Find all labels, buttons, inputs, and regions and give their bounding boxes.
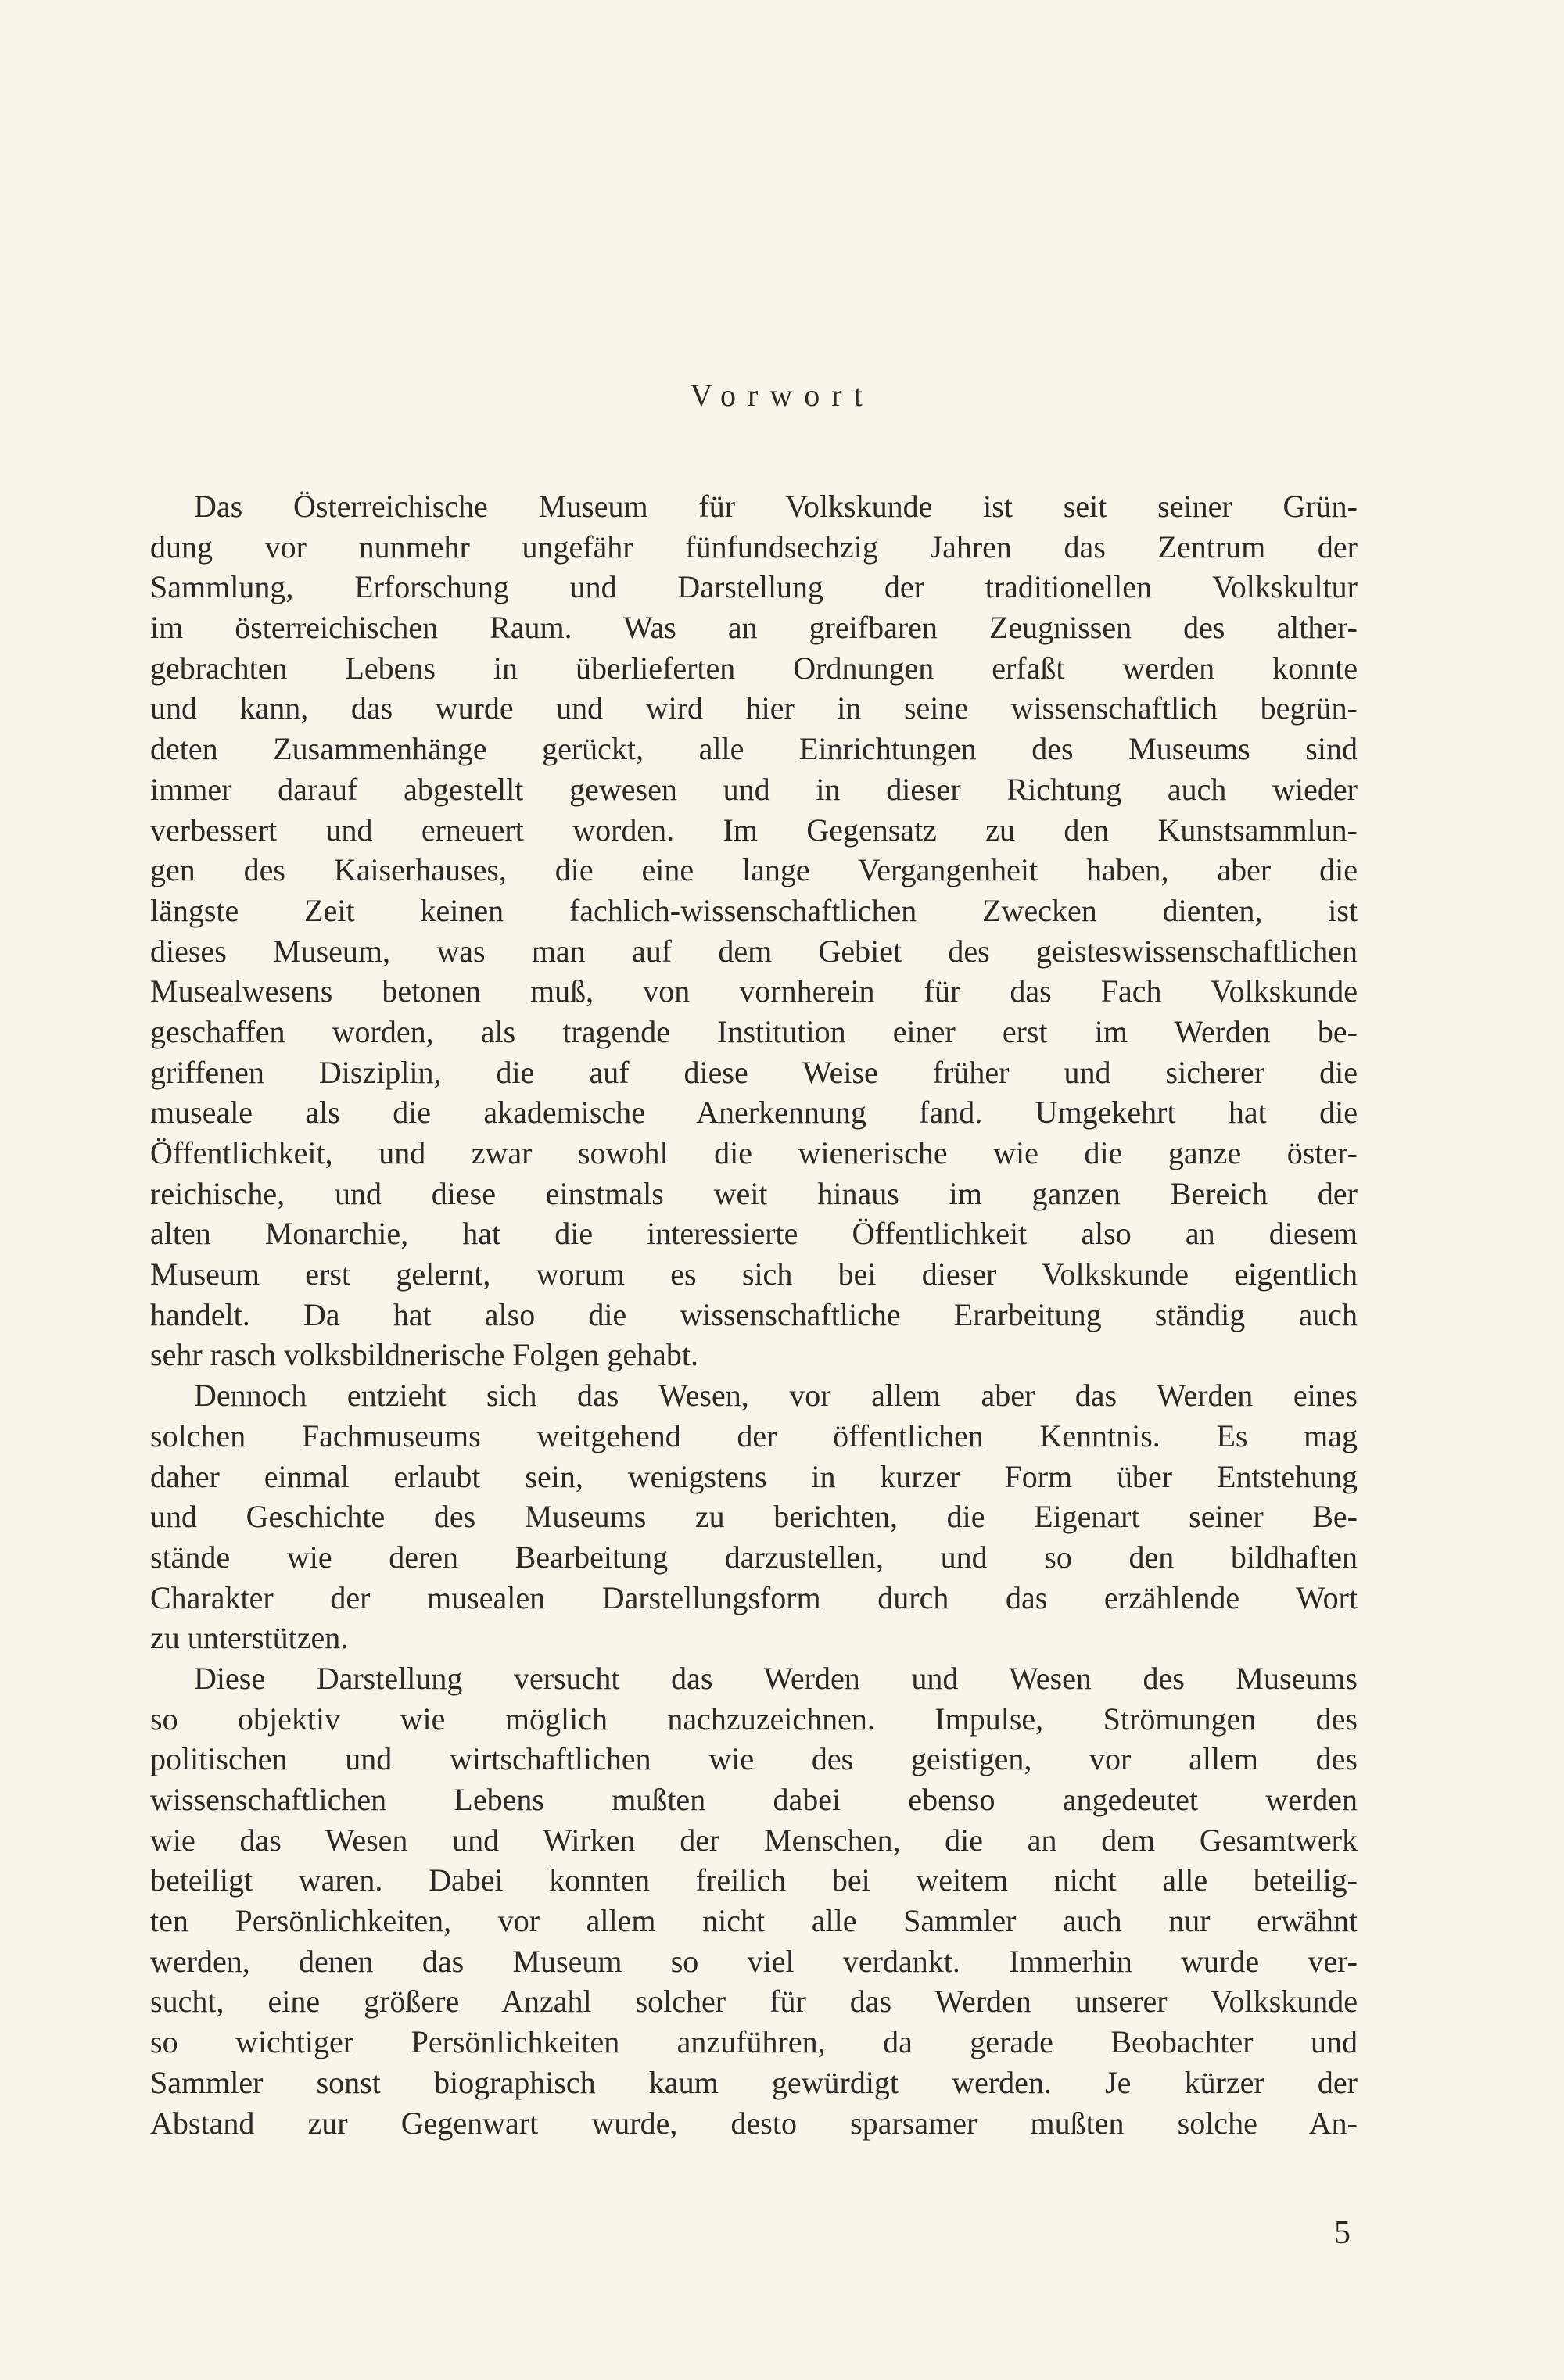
- text-line: Dennoch entzieht sich das Wesen, vor allem aber das Werden eines: [194, 1378, 1358, 1414]
- text-line: alten Monarchie, hat die interessierte Öffentlichkeit also an diesem: [150, 1216, 1358, 1252]
- text-line: beteiligt waren. Dabei konnten freilich bei weitem nicht alle beteilig-: [150, 1862, 1358, 1898]
- paragraph: [150, 486, 1358, 1375]
- text-line: dieses Museum, was man auf dem Gebiet des geisteswissenschaftlichen: [150, 933, 1358, 969]
- text-line: handelt. Da hat also die wissenschaftliche Erarbeitung ständig auch: [150, 1296, 1358, 1332]
- body-text: [150, 486, 1358, 2143]
- text-line: Abstand zur Gegenwart wurde, desto sparsamer mußten solche An-: [150, 2105, 1358, 2141]
- text-line: museale als die akademische Anerkennung fand. Umgekehrt hat die: [150, 1095, 1358, 1131]
- text-line: Das Österreichische Museum für Volkskunde ist seit seiner Grün-: [194, 489, 1358, 524]
- paragraph: [150, 1658, 1358, 2143]
- text-line: Museum erst gelernt, worum es sich bei dieser Volkskunde eigentlich: [150, 1256, 1358, 1292]
- text-line: wissenschaftlichen Lebens mußten dabei ebenso angedeutet werden: [150, 1782, 1358, 1817]
- text-line: griffenen Disziplin, die auf diese Weise früher und sicherer die: [150, 1054, 1358, 1090]
- text-line: solchen Fachmuseums weitgehend der öffentlichen Kenntnis. Es mag: [150, 1418, 1358, 1453]
- text-line: dung vor nunmehr ungefähr fünfundsechzig Jahren das Zentrum der: [150, 529, 1358, 565]
- text-line: so wichtiger Persönlichkeiten anzuführen, da gerade Beobachter und: [150, 2024, 1358, 2060]
- text-line: zu unterstützen.: [150, 1620, 349, 1656]
- text-line: Sammler sonst biographisch kaum gewürdigt werden. Je kürzer der: [150, 2064, 1358, 2100]
- text-line: gen des Kaiserhauses, die eine lange Vergangenheit haben, aber die: [150, 852, 1358, 888]
- text-line: sehr rasch volksbildnerische Folgen gehabt.: [150, 1337, 698, 1373]
- text-line: so objektiv wie möglich nachzuzeichnen. Impulse, Strömungen des: [150, 1701, 1358, 1737]
- text-line: Sammlung, Erforschung und Darstellung der traditionellen Volkskultur: [150, 569, 1358, 605]
- text-line: gebrachten Lebens in überlieferten Ordnungen erfaßt werden konnte: [150, 650, 1358, 686]
- text-line: geschaffen worden, als tragende Institution einer erst im Werden be-: [150, 1013, 1358, 1049]
- text-line: daher einmal erlaubt sein, wenigstens in kurzer Form über Entstehung: [150, 1458, 1358, 1494]
- text-line: Diese Darstellung versucht das Werden und Wesen des Museums: [194, 1660, 1358, 1696]
- text-line: ten Persönlichkeiten, vor allem nicht alle Sammler auch nur erwähnt: [150, 1903, 1358, 1939]
- text-line: sucht, eine größere Anzahl solcher für das Werden unserer Volkskunde: [150, 1984, 1358, 2020]
- chapter-title: Vorwort: [690, 378, 874, 413]
- text-line: Charakter der musealen Darstellungsform durch das erzählende Wort: [150, 1579, 1358, 1615]
- text-line: Öffentlichkeit, und zwar sowohl die wienerische wie die ganze öster-: [150, 1135, 1358, 1170]
- text-line: und Geschichte des Museums zu berichten, die Eigenart seiner Be-: [150, 1499, 1358, 1535]
- text-line: und kann, das wurde und wird hier in seine wissenschaftlich begrün-: [150, 690, 1358, 726]
- text-line: im österreichischen Raum. Was an greifbaren Zeugnissen des alther-: [150, 610, 1358, 646]
- text-line: wie das Wesen und Wirken der Menschen, die an dem Gesamtwerk: [150, 1822, 1358, 1858]
- text-line: werden, denen das Museum so viel verdankt. Immerhin wurde ver-: [150, 1943, 1358, 1979]
- text-line: deten Zusammenhänge gerückt, alle Einrichtungen des Museums sind: [150, 731, 1358, 767]
- text-line: längste Zeit keinen fachlich-wissenschaftlichen Zwecken dienten, ist: [150, 892, 1358, 928]
- text-line: stände wie deren Bearbeitung darzustellen, und so den bildhaften: [150, 1539, 1358, 1575]
- paragraph: [150, 1375, 1358, 1658]
- text-line: Musealwesens betonen muß, von vornherein für das Fach Volkskunde: [150, 973, 1358, 1009]
- page-number: 5: [1334, 2215, 1351, 2251]
- text-line: immer darauf abgestellt gewesen und in dieser Richtung auch wieder: [150, 771, 1358, 807]
- text-line: reichische, und diese einstmals weit hinaus im ganzen Bereich der: [150, 1175, 1358, 1211]
- text-line: politischen und wirtschaftlichen wie des geistigen, vor allem des: [150, 1741, 1358, 1777]
- text-line: verbessert und erneuert worden. Im Gegensatz zu den Kunstsammlun-: [150, 812, 1358, 848]
